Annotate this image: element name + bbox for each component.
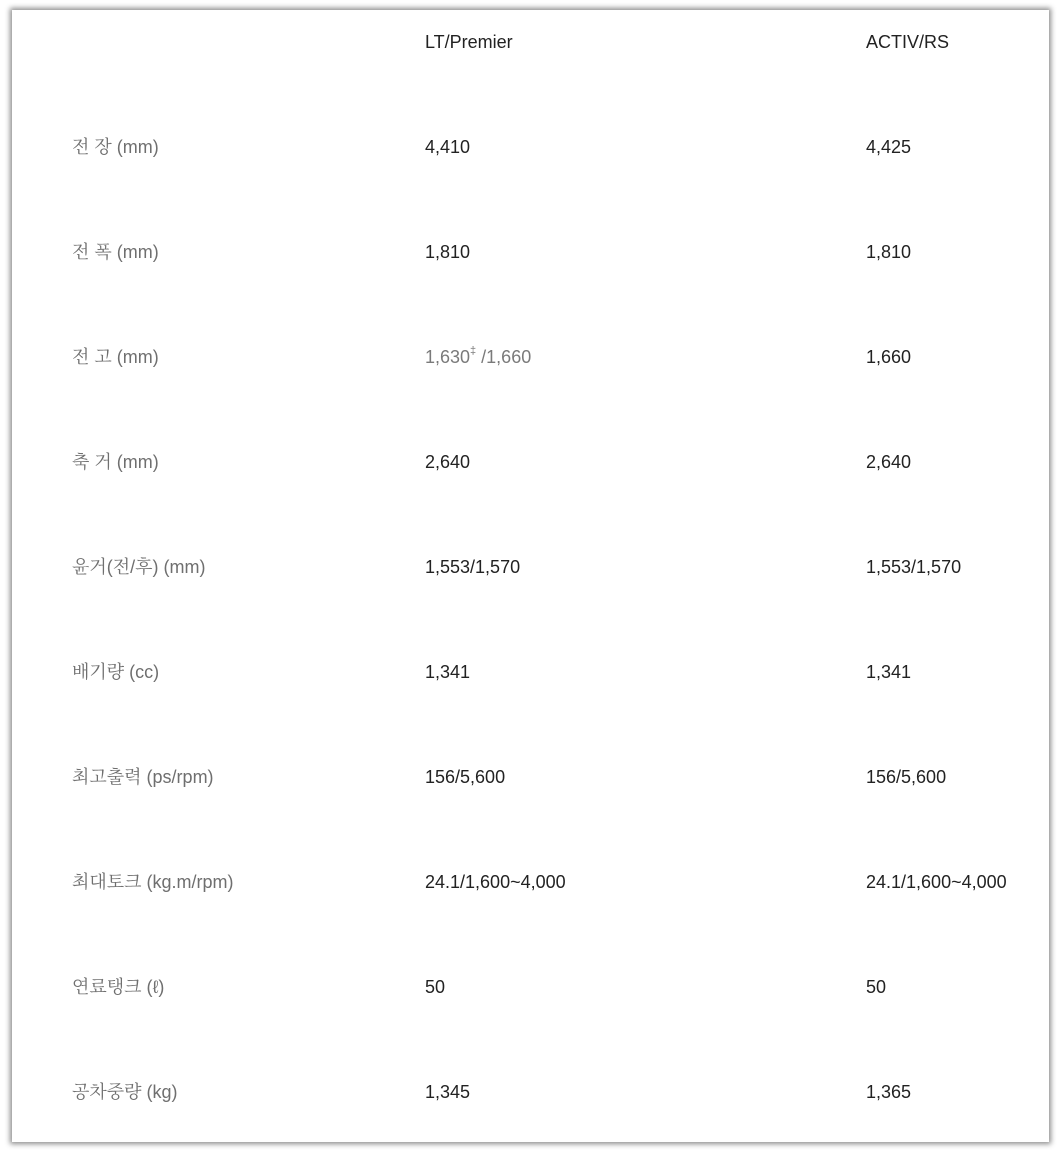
cell-height-activ: 1,660 (866, 347, 912, 367)
cell-track-lt: 1,553/1,570 (425, 557, 521, 577)
cell-fuel-tank-activ: 50 (866, 977, 887, 997)
cell-track-activ: 1,553/1,570 (866, 557, 962, 577)
cell-displacement-activ: 1,341 (866, 662, 912, 682)
cell-height-lt (425, 347, 531, 367)
row-label-wheelbase: 축 거 (mm) (72, 452, 159, 472)
column-header-activ-rs: ACTIV/RS (866, 32, 950, 52)
row-label-width: 전 폭 (mm) (72, 242, 159, 262)
cell-max-power-activ: 156/5,600 (866, 767, 947, 787)
cell-wheelbase-activ: 2,640 (866, 452, 912, 472)
spec-table (12, 10, 1049, 1142)
cell-fuel-tank-lt: 50 (425, 977, 446, 997)
cell-wheelbase-lt: 2,640 (425, 452, 471, 472)
row-label-length: 전 장 (mm) (72, 137, 159, 157)
row-label-fuel-tank: 연료탱크 (ℓ) (72, 977, 165, 997)
row-label-displacement: 배기량 (cc) (72, 662, 160, 682)
cell-curb-weight-activ: 1,365 (866, 1082, 912, 1102)
cell-width-activ: 1,810 (866, 242, 912, 262)
cell-height-lt-alt: /1,660 (476, 347, 532, 367)
cell-curb-weight-lt: 1,345 (425, 1082, 471, 1102)
row-label-track: 윤거(전/후) (mm) (72, 557, 206, 577)
column-header-lt-premier: LT/Premier (425, 32, 513, 52)
cell-max-torque-lt: 24.1/1,600~4,000 (425, 872, 566, 892)
row-label-max-power: 최고출력 (ps/rpm) (72, 767, 214, 787)
cell-length-lt: 4,410 (425, 137, 471, 157)
cell-max-torque-activ: 24.1/1,600~4,000 (866, 872, 1007, 892)
cell-max-power-lt: 156/5,600 (425, 767, 506, 787)
row-label-height: 전 고 (mm) (72, 347, 159, 367)
cell-length-activ: 4,425 (866, 137, 912, 157)
cell-height-lt-value: 1,630 (425, 347, 471, 367)
row-label-max-torque: 최대토크 (kg.m/rpm) (72, 872, 234, 892)
cell-width-lt: 1,810 (425, 242, 471, 262)
cell-displacement-lt: 1,341 (425, 662, 471, 682)
row-label-curb-weight: 공차중량 (kg) (72, 1082, 178, 1102)
footnote-mark: ‡ (470, 345, 477, 357)
